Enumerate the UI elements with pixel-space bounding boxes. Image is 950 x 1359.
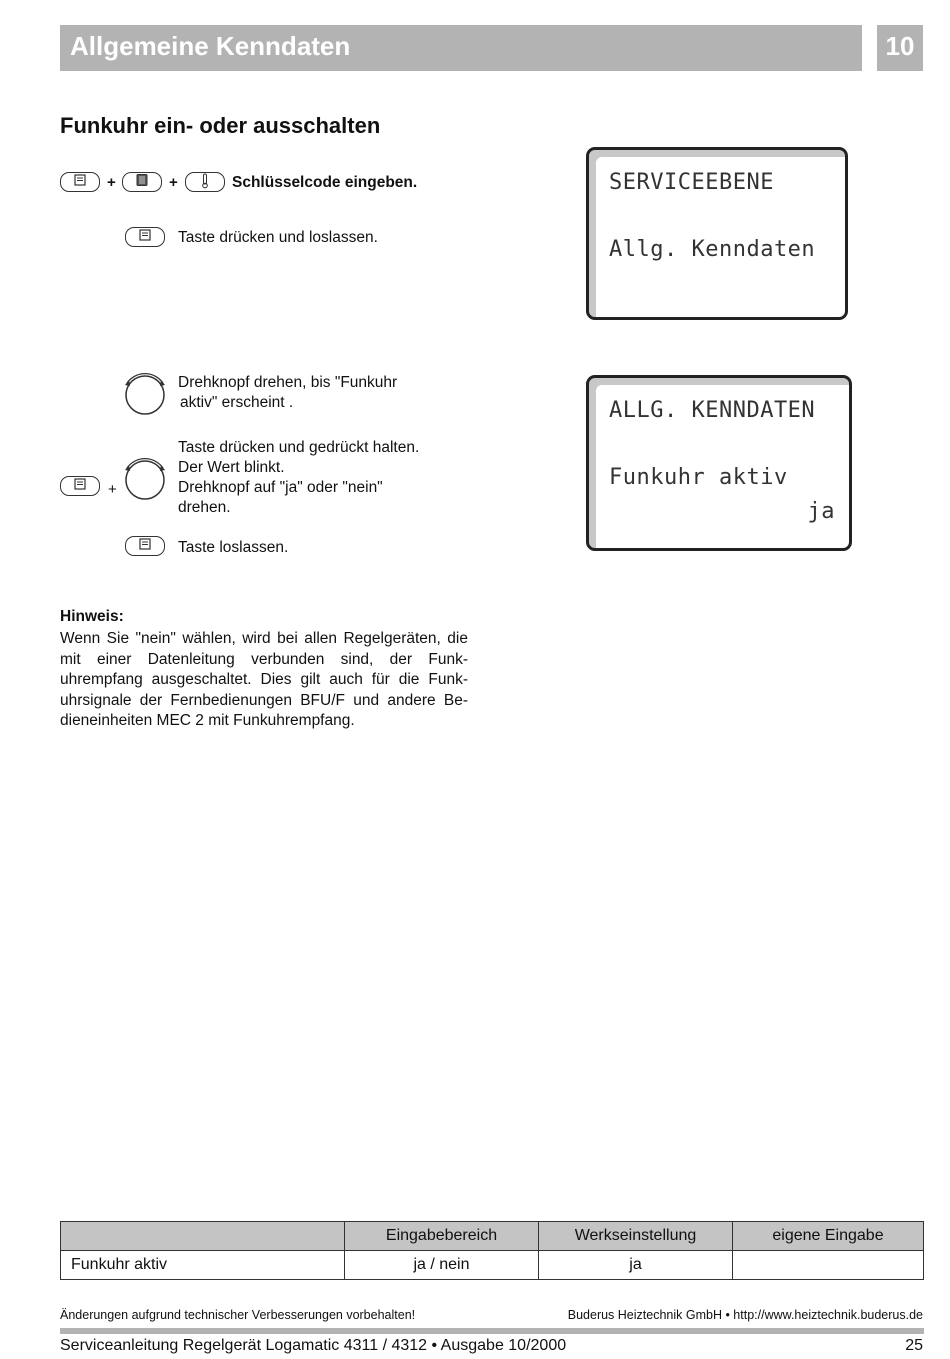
step-hold-2: Der Wert blinkt.	[178, 459, 285, 476]
table-cell: ja	[539, 1251, 733, 1280]
lcd-display-1	[586, 147, 848, 320]
lcd1-line2: Allg. Kenndaten	[609, 237, 816, 262]
lcd2-value: ja	[807, 499, 835, 524]
footer-company: Buderus Heiztechnik GmbH • http://www.heiztechnik.buderus.de	[567, 1308, 923, 1322]
table-cell: Funkuhr aktiv	[61, 1251, 345, 1280]
thermometer-button-icon	[185, 172, 225, 192]
step-hold-4: drehen.	[178, 499, 231, 516]
step-key-code: Schlüsselcode eingeben.	[232, 174, 418, 191]
menu-button-icon	[60, 476, 100, 496]
menu-button-icon	[60, 172, 100, 192]
lcd2-line2: Funkuhr aktiv	[609, 465, 788, 490]
step-hold-1: Taste drücken und gedrückt halten.	[178, 439, 420, 456]
footer-disclaimer: Änderungen aufgrund technischer Verbesserungen vorbehalten!	[60, 1308, 416, 1322]
rotary-knob-icon	[122, 455, 168, 501]
table-header-row	[61, 1222, 924, 1251]
rotary-knob-icon	[122, 370, 168, 416]
table-header-cell: Werkseinstellung	[539, 1222, 733, 1251]
page-number: 25	[905, 1337, 923, 1354]
page-title: Allgemeine Kenndaten	[70, 31, 351, 61]
section-title: Funkuhr ein- oder ausschalten	[60, 113, 381, 138]
note-text: Wenn Sie "nein" wählen, wird bei allen Regelgeräten, die mit einer Datenleitung verbunden sind, der Funkuhrempfang ausgeschaltet. Dies gilt auch für die Funkuhrsignale der Fernbedienungen BFU/F und andere Bedieneinheiten MEC 2 mit Funkuhrempfang.	[60, 630, 468, 729]
chapter-number: 10	[885, 31, 915, 61]
plus-sign: +	[107, 174, 116, 191]
table-header-cell: Eingabebereich	[345, 1222, 539, 1251]
heating-button-icon	[122, 172, 162, 192]
plus-sign: +	[169, 174, 178, 191]
step-press-release: Taste drücken und loslassen.	[178, 229, 378, 246]
table-header-cell: eigene Eingabe	[733, 1222, 924, 1251]
step-hold-3: Drehknopf auf "ja" oder "nein"	[178, 479, 383, 496]
step-turn-knob-2: aktiv" erscheint .	[180, 394, 294, 411]
note-heading: Hinweis:	[60, 608, 124, 625]
menu-button-icon	[125, 536, 165, 556]
table-row	[61, 1251, 924, 1280]
table-cell: ja / nein	[345, 1251, 539, 1280]
lcd2-line1: ALLG. KENNDATEN	[609, 398, 816, 423]
lcd-display-2	[586, 375, 852, 551]
step-release: Taste loslassen.	[178, 539, 289, 556]
footer-rule	[60, 1328, 924, 1334]
menu-button-icon	[125, 227, 165, 247]
table-header-cell	[61, 1222, 345, 1251]
footer-document: Serviceanleitung Regelgerät Logamatic 4311 / 4312 • Ausgabe 10/2000	[60, 1337, 567, 1354]
parameter-table	[60, 1221, 924, 1280]
table-cell	[733, 1251, 924, 1280]
step-turn-knob-1: Drehknopf drehen, bis "Funkuhr	[178, 374, 398, 391]
plus-sign: +	[108, 481, 117, 498]
lcd1-line1: SERVICEEBENE	[609, 170, 774, 195]
